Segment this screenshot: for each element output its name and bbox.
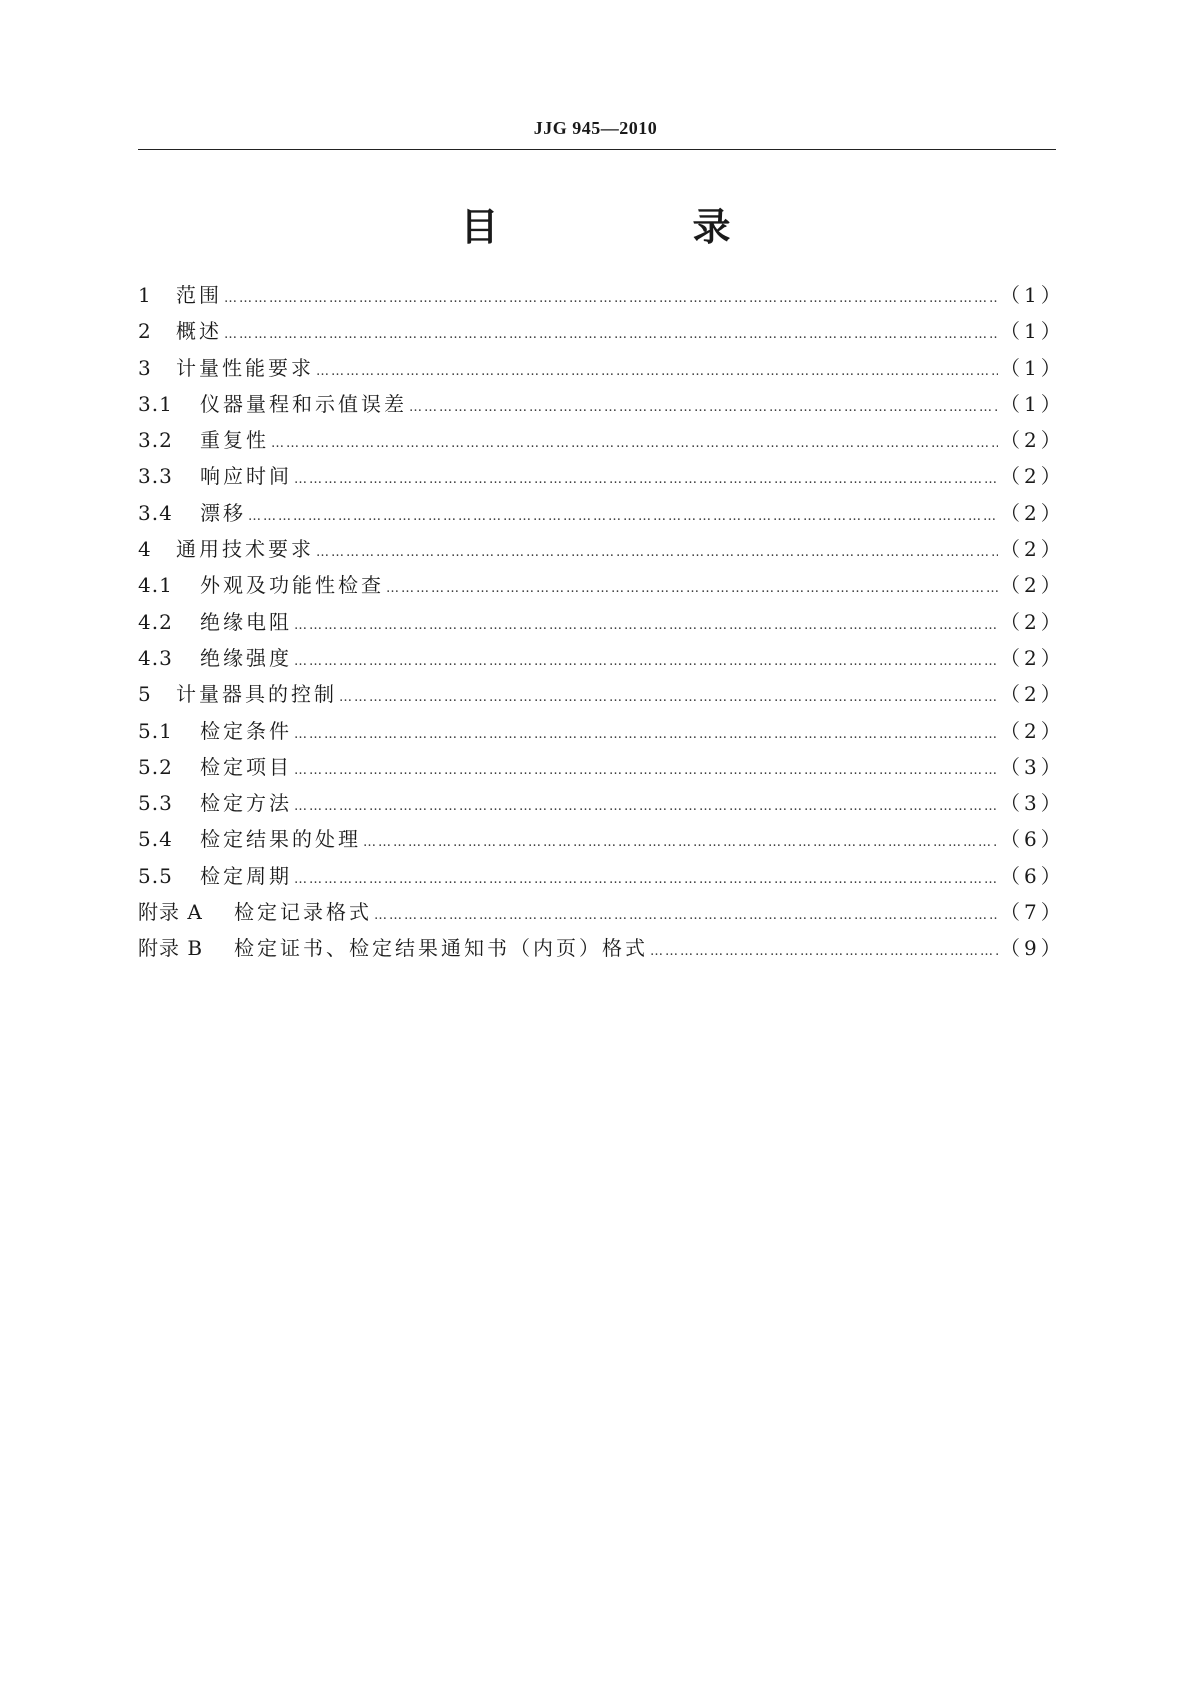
toc-entry[interactable]: [138, 604, 1065, 640]
toc-leader-dots: [316, 535, 998, 571]
toc-entry-label: 通用技术要求: [176, 537, 314, 562]
toc-entry-page: （3）: [1000, 791, 1065, 816]
toc-entry[interactable]: [138, 277, 1065, 313]
toc-entry-page: （7）: [1000, 900, 1065, 925]
toc-entry-page: （2）: [1000, 464, 1065, 489]
toc-entry-number: 4.3: [138, 645, 173, 670]
toc-entry[interactable]: [138, 749, 1065, 785]
toc-entry-number: 3.4: [138, 500, 173, 525]
toc-leader-dots: [294, 644, 998, 680]
toc-entry[interactable]: [138, 894, 1065, 930]
toc-entry-page: （6）: [1000, 863, 1065, 888]
toc-entry[interactable]: [138, 930, 1065, 966]
toc-leader-dots: [409, 390, 998, 426]
toc-entry-label: 计量器具的控制: [176, 682, 337, 707]
table-of-contents: [138, 277, 1065, 967]
toc-leader-dots: [339, 680, 998, 716]
toc-entry-number: 5.3: [138, 791, 173, 816]
toc-entry[interactable]: [138, 640, 1065, 676]
toc-leader-dots: [294, 753, 998, 789]
toc-leader-dots: [316, 354, 998, 390]
toc-entry-number: 4.2: [138, 609, 173, 634]
toc-entry[interactable]: [138, 350, 1065, 386]
page-title: 目 录: [460, 205, 809, 249]
toc-entry-label: 仪器量程和示值误差: [200, 391, 407, 416]
toc-entry-label: 绝缘强度: [200, 645, 292, 670]
toc-entry-page: （2）: [1000, 609, 1065, 634]
toc-entry[interactable]: [138, 422, 1065, 458]
toc-entry-label: 范围: [176, 283, 222, 307]
toc-entry-number: 3: [138, 355, 152, 380]
toc-entry[interactable]: [138, 713, 1065, 749]
toc-entry-label: 概述: [176, 319, 222, 344]
toc-entry-label: 检定周期: [200, 863, 292, 888]
toc-entry-number: 5.5: [138, 863, 173, 888]
toc-entry-page: （1）: [1000, 283, 1065, 307]
toc-entry-number: 4: [138, 537, 152, 562]
toc-entry-page: （1）: [1000, 391, 1065, 416]
toc-entry-label: 漂移: [200, 500, 246, 525]
toc-entry-page: （2）: [1000, 682, 1065, 707]
toc-leader-dots: [224, 317, 998, 353]
toc-entry-page: （3）: [1000, 754, 1065, 779]
toc-entry-number: 附录 A: [138, 900, 203, 925]
toc-entry-label: 计量性能要求: [176, 355, 314, 380]
toc-entry-number: 3.2: [138, 428, 173, 453]
toc-entry-number: 附录 B: [138, 936, 204, 961]
toc-entry-label: 外观及功能性检查: [200, 573, 384, 598]
toc-entry-page: （2）: [1000, 500, 1065, 525]
toc-entry-label: 重复性: [200, 428, 269, 453]
toc-entry-number: 2: [138, 319, 152, 344]
toc-entry-number: 4.1: [138, 573, 173, 598]
toc-entry[interactable]: [138, 858, 1065, 894]
toc-entry-label: 检定方法: [200, 791, 292, 816]
toc-entry-label: 检定条件: [200, 718, 292, 743]
toc-leader-dots: [294, 608, 998, 644]
toc-entry-page: （2）: [1000, 428, 1065, 453]
toc-entry-label: 检定证书、检定结果通知书（内页）格式: [234, 936, 648, 961]
toc-leader-dots: [294, 462, 998, 498]
toc-entry-number: 1: [138, 283, 152, 307]
toc-leader-dots: [248, 499, 998, 535]
toc-entry-number: 5.1: [138, 718, 173, 743]
toc-entry-number: 3.1: [138, 391, 173, 416]
toc-leader-dots: [271, 426, 998, 462]
toc-leader-dots: [224, 281, 998, 317]
toc-entry[interactable]: [138, 313, 1065, 349]
toc-entry-page: （2）: [1000, 573, 1065, 598]
toc-entry[interactable]: [138, 676, 1065, 712]
toc-entry-page: （2）: [1000, 537, 1065, 562]
toc-leader-dots: [294, 717, 998, 753]
toc-entry-page: （2）: [1000, 718, 1065, 743]
toc-entry-number: 5.2: [138, 754, 173, 779]
toc-leader-dots: [363, 825, 998, 861]
toc-entry[interactable]: [138, 821, 1065, 857]
toc-leader-dots: [294, 862, 998, 898]
toc-entry-label: 检定项目: [200, 754, 292, 779]
toc-entry-number: 5.4: [138, 827, 173, 852]
toc-entry-label: 响应时间: [200, 464, 292, 489]
toc-entry-label: 绝缘电阻: [200, 609, 292, 634]
toc-entry-page: （9）: [1000, 936, 1065, 961]
toc-entry-page: （1）: [1000, 355, 1065, 380]
toc-entry[interactable]: [138, 495, 1065, 531]
toc-leader-dots: [374, 898, 998, 934]
toc-entry[interactable]: [138, 531, 1065, 567]
toc-entry-page: （1）: [1000, 319, 1065, 344]
document-code-header: JJG 945—2010: [533, 118, 658, 138]
header-rule: [138, 149, 1056, 150]
toc-entry[interactable]: [138, 458, 1065, 494]
toc-entry-page: （6）: [1000, 827, 1065, 852]
toc-leader-dots: [650, 934, 998, 970]
toc-entry-page: （2）: [1000, 645, 1065, 670]
toc-entry[interactable]: [138, 386, 1065, 422]
toc-entry-number: 3.3: [138, 464, 173, 489]
toc-leader-dots: [294, 789, 998, 825]
toc-entry-label: 检定结果的处理: [200, 827, 361, 852]
toc-entry[interactable]: [138, 785, 1065, 821]
toc-entry-label: 检定记录格式: [234, 900, 372, 925]
toc-leader-dots: [386, 571, 998, 607]
toc-entry[interactable]: [138, 567, 1065, 603]
toc-entry-number: 5: [138, 682, 152, 707]
